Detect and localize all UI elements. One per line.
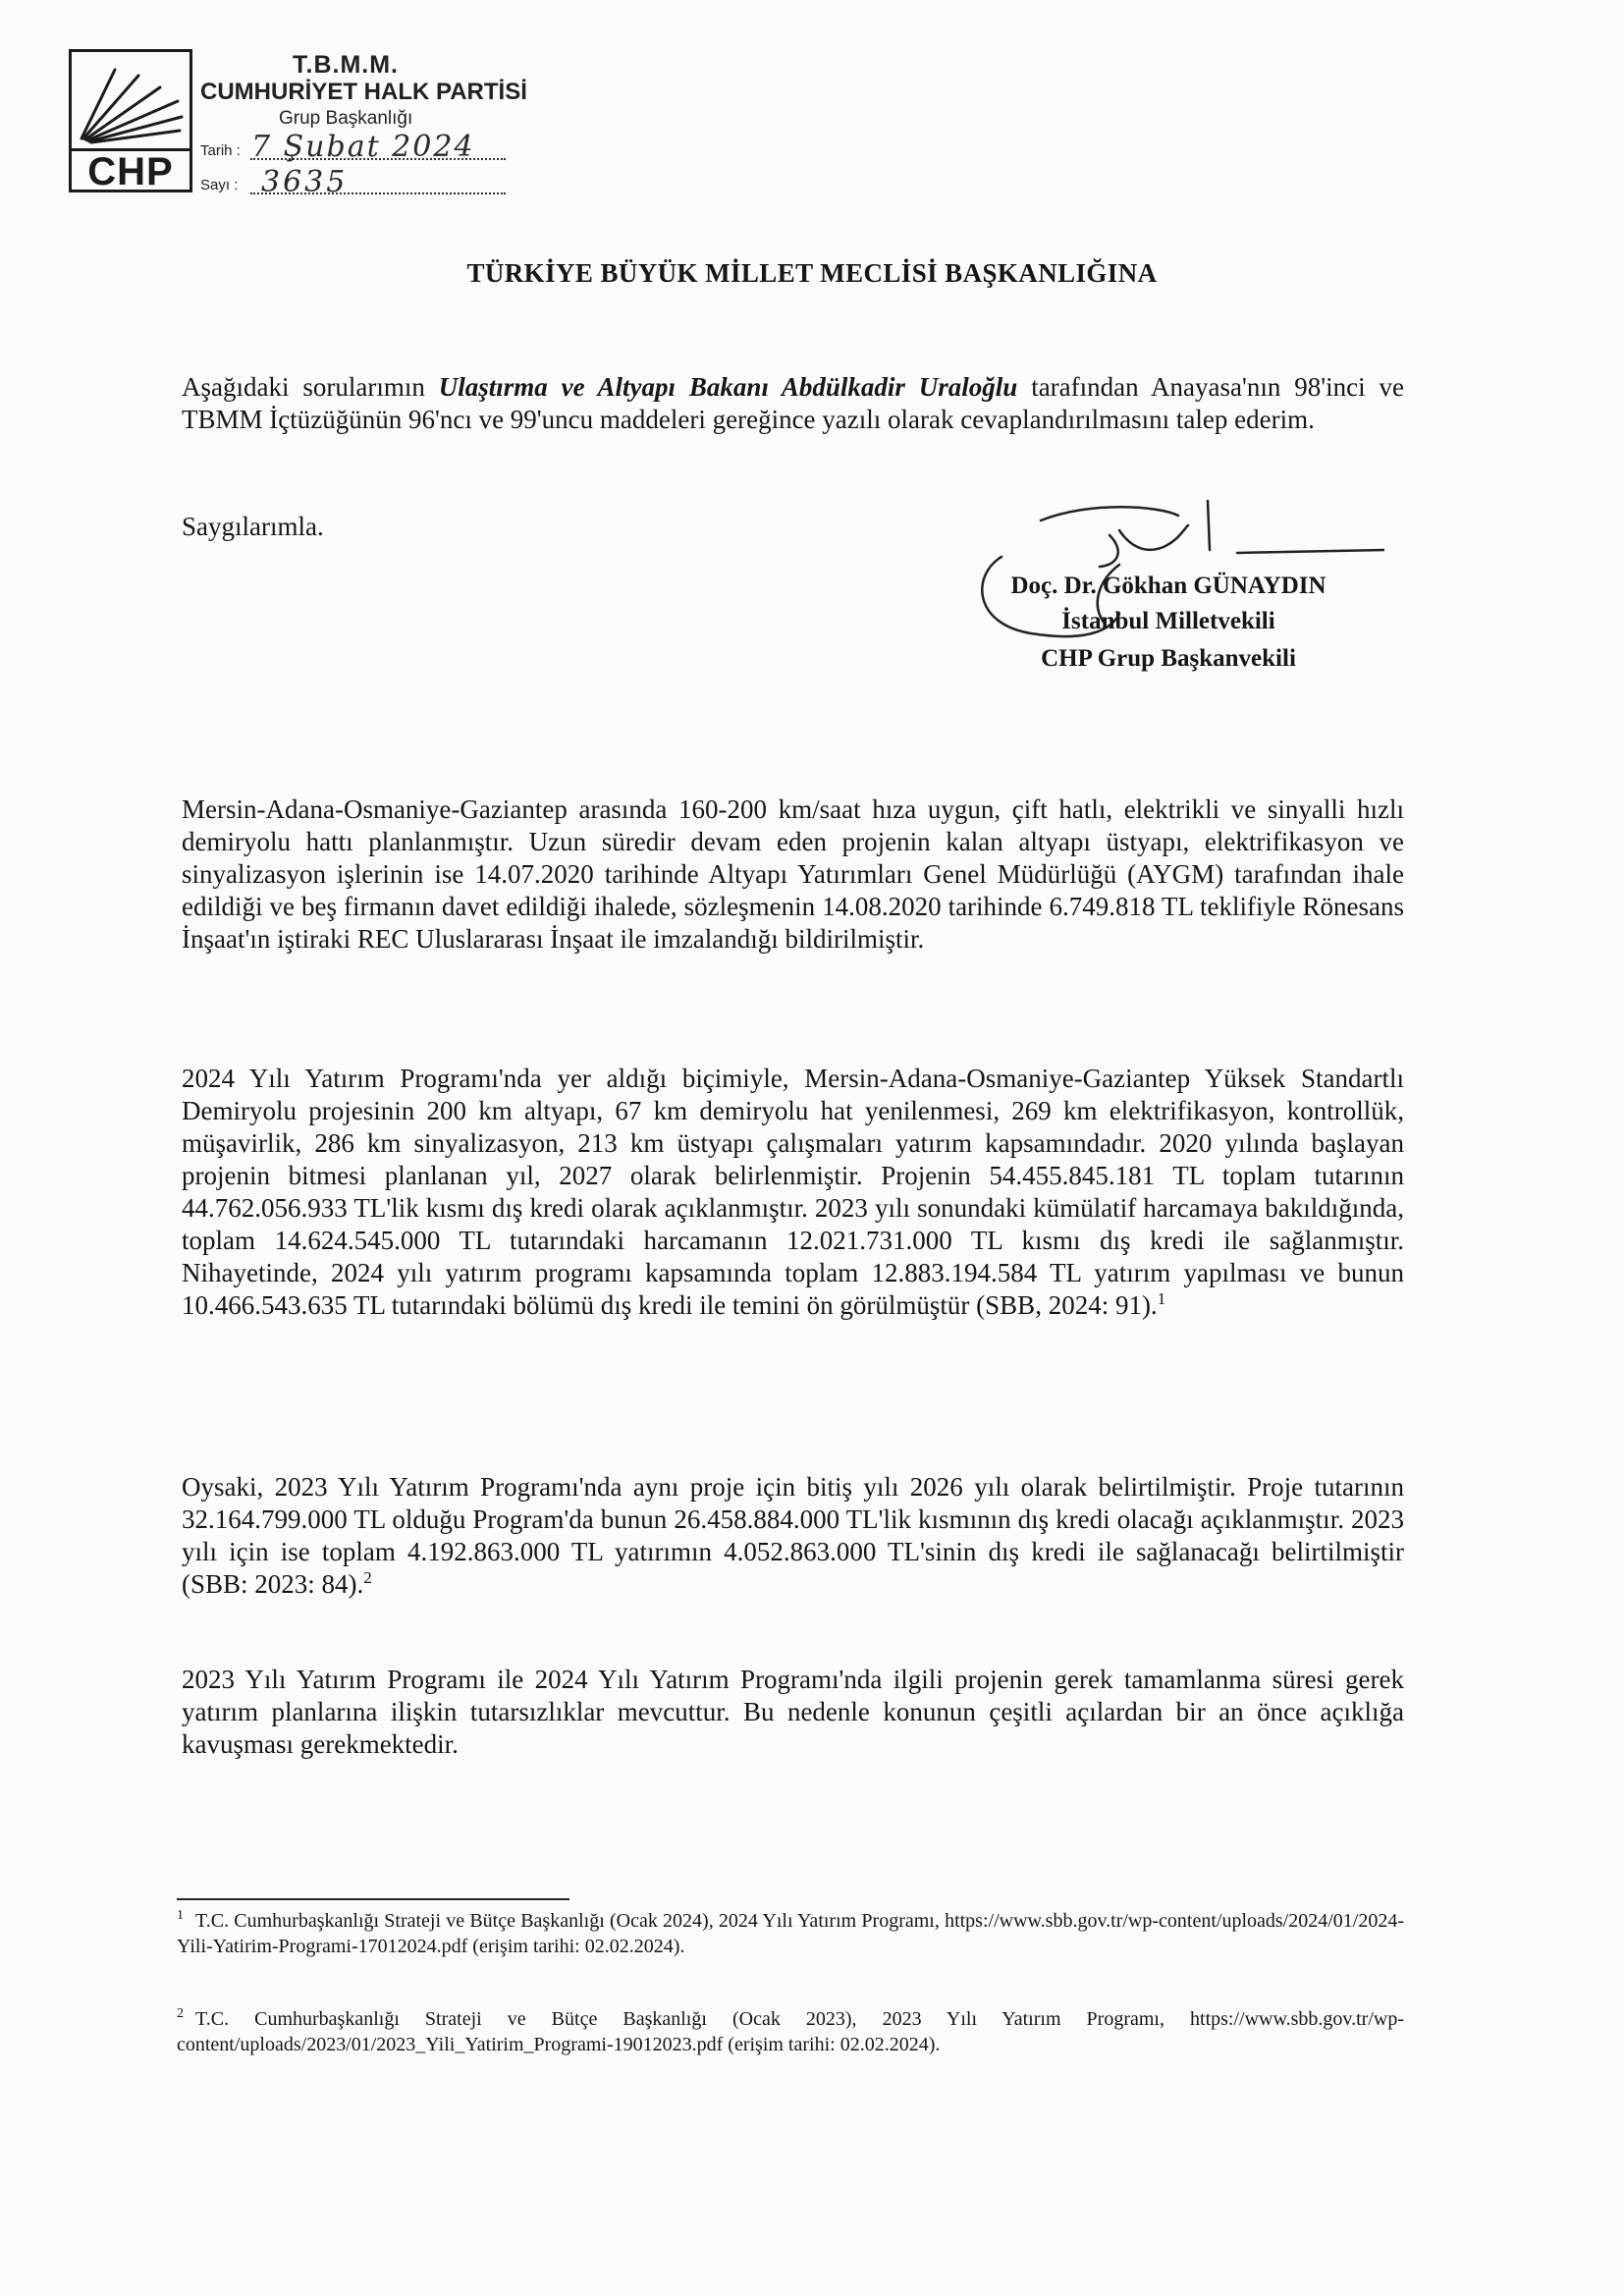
- body-paragraph-2-text: 2024 Yılı Yatırım Programı'nda yer aldığı biçimiyle, Mersin-Adana-Osmaniye-Gaziantep Yüksek Standartlı Demiryolu projesinin 200 km altyapı, 67 km demiryolu hat yenilenmesi, 269 km elektrifikasyon, kontrollük, müşavirlik, 286 km sinyalizasyon, 213 km üstyapı çalışmaları yatırım kapsamındadır. 2020 yılında başlayan projenin bitmesi planlanan yıl, 2027 olarak belirlenmiştir. Projenin 54.455.845.181 TL toplam tutarının 44.762.056.933 TL'lik kısmı dış kredi olarak açıklanmıştır. 2023 yılı sonundaki kümülatif harcamaya bakıldığında, toplam 14.624.545.000 TL tutarındaki harcamanın 12.021.731.000 TL kısmı dış kredi ile sağlanmıştır. Nihayetinde, 2024 yılı yatırım programı kapsamında toplam 12.883.194.584 TL yatırım yapılması ve bunun 10.466.543.635 TL tutarındaki bölümü dış kredi ile temini ön görülmüştür (SBB, 2024: 91).: [182, 1064, 1404, 1320]
- footnote-1: [177, 1908, 1404, 1959]
- stamp-number-label: Sayı :: [200, 177, 239, 193]
- footnote-2: [177, 2006, 1404, 2057]
- stamp-institution: T.B.M.M.: [293, 51, 399, 79]
- footnote-2-text: T.C. Cumhurbaşkanlığı Strateji ve Bütçe Başkanlığı (Ocak 2023), 2023 Yılı Yatırım Programı, https://www.sbb.gov.tr/wp-content/uploads/2023/01/2023_Yili_Yatirim_Programi-19012023.pdf (erişim tarihi: 02.02.2024).: [177, 2008, 1404, 2055]
- footnote-1-text: T.C. Cumhurbaşkanlığı Strateji ve Bütçe Başkanlığı (Ocak 2024), 2024 Yılı Yatırım Programı, https://www.sbb.gov.tr/wp-content/uploads/2024/01/2024-Yili-Yatirim-Programi-17012024.pdf (erişim tarihi: 02.02.2024).: [177, 1910, 1404, 1957]
- greeting: Saygılarımla.: [182, 512, 324, 541]
- signatory-role: İstanbul Milletvekili: [1061, 608, 1275, 634]
- chp-rays-icon: [76, 56, 186, 144]
- footnote-ref-1: 1: [1157, 1289, 1166, 1308]
- stamp-date-label: Tarih :: [200, 142, 241, 159]
- intro-after: tarafından Anayasa'nın 98'inci ve TBMM İçtüzüğünün 96'ncı ve 99'uncu maddeleri gereğince yazılı olarak cevaplandırılmasını talep ederim.: [182, 372, 1404, 434]
- intro-minister: Ulaştırma ve Altyapı Bakanı Abdülkadir Uraloğlu: [438, 372, 1018, 402]
- intro-before: Aşağıdaki sorularımın: [182, 372, 439, 402]
- signatory-title: CHP Grup Başkanvekili: [1041, 645, 1296, 672]
- footnote-divider: [177, 1898, 569, 1900]
- body-paragraph-4: 2023 Yılı Yatırım Programı ile 2024 Yılı Yatırım Programı'nda ilgili projenin gerek tamamlanma süresi gerek yatırım planlarına ilişkin tutarsızlıklar mevcuttur. Bu nedenle konunun çeşitli açılardan bir an önce açıklığa kavuşması gerekmektedir.: [182, 1665, 1404, 1759]
- stamp-party: CUMHURİYET HALK PARTİSİ: [200, 79, 527, 105]
- body-paragraph-3-text: Oysaki, 2023 Yılı Yatırım Programı'nda aynı proje için bitiş yılı 2026 yılı olarak belirtilmiştir. Proje tutarının 32.164.799.000 TL olduğu Program'da bunun 26.458.884.000 TL'lik kısmının dış kredi olacağı açıklanmıştır. 2023 yılı için ise toplam 4.192.863.000 TL yatırımın 4.052.863.000 TL'sinin dış kredi ile sağlanacağı belirtilmiştir (SBB: 2023: 84).: [182, 1472, 1404, 1599]
- footnote-1-number: 1: [177, 1908, 184, 1924]
- stamp-date-value: 7 Şubat 2024: [251, 130, 475, 164]
- logo-text: CHP: [87, 150, 174, 193]
- footnote-2-number: 2: [177, 2006, 184, 2022]
- body-paragraph-1: Mersin-Adana-Osmaniye-Gaziantep arasında 160-200 km/saat hıza uygun, çift hatlı, elektrikli ve sinyalli hızlı demiryolu hattı planlanmıştır. Uzun süredir devam eden projenin kalan altyapı üstyapı, elektrifikasyon ve sinyalizasyon işlerinin ise 14.07.2020 tarihinde Altyapı Yatırımları Genel Müdürlüğü (AYGM) tarafından ihale edildiği ve beş firmanın davet edildiği ihalede, sözleşmenin 14.08.2020 tarihinde 6.749.818 TL teklifiyle Rönesans İnşaat'ın iştiraki REC Uluslararası İnşaat ile imzalandığı bildirilmiştir.: [182, 794, 1404, 954]
- intro-paragraph: [182, 371, 1404, 436]
- document-title: TÜRKİYE BÜYÜK MİLLET MECLİSİ BAŞKANLIĞINA: [466, 258, 1158, 288]
- signatory-name: Doç. Dr. Gökhan GÜNAYDIN: [1010, 573, 1326, 599]
- chp-logo: [69, 49, 192, 192]
- body-paragraph-2: [182, 1063, 1404, 1322]
- tbmm-chp-stamp: [69, 49, 540, 206]
- stamp-number-value: 3635: [261, 165, 349, 199]
- stamp-office: Grup Başkanlığı: [279, 108, 413, 129]
- body-paragraph-3: [182, 1471, 1404, 1601]
- signature-block: [972, 496, 1384, 673]
- footnote-ref-2: 2: [363, 1568, 372, 1587]
